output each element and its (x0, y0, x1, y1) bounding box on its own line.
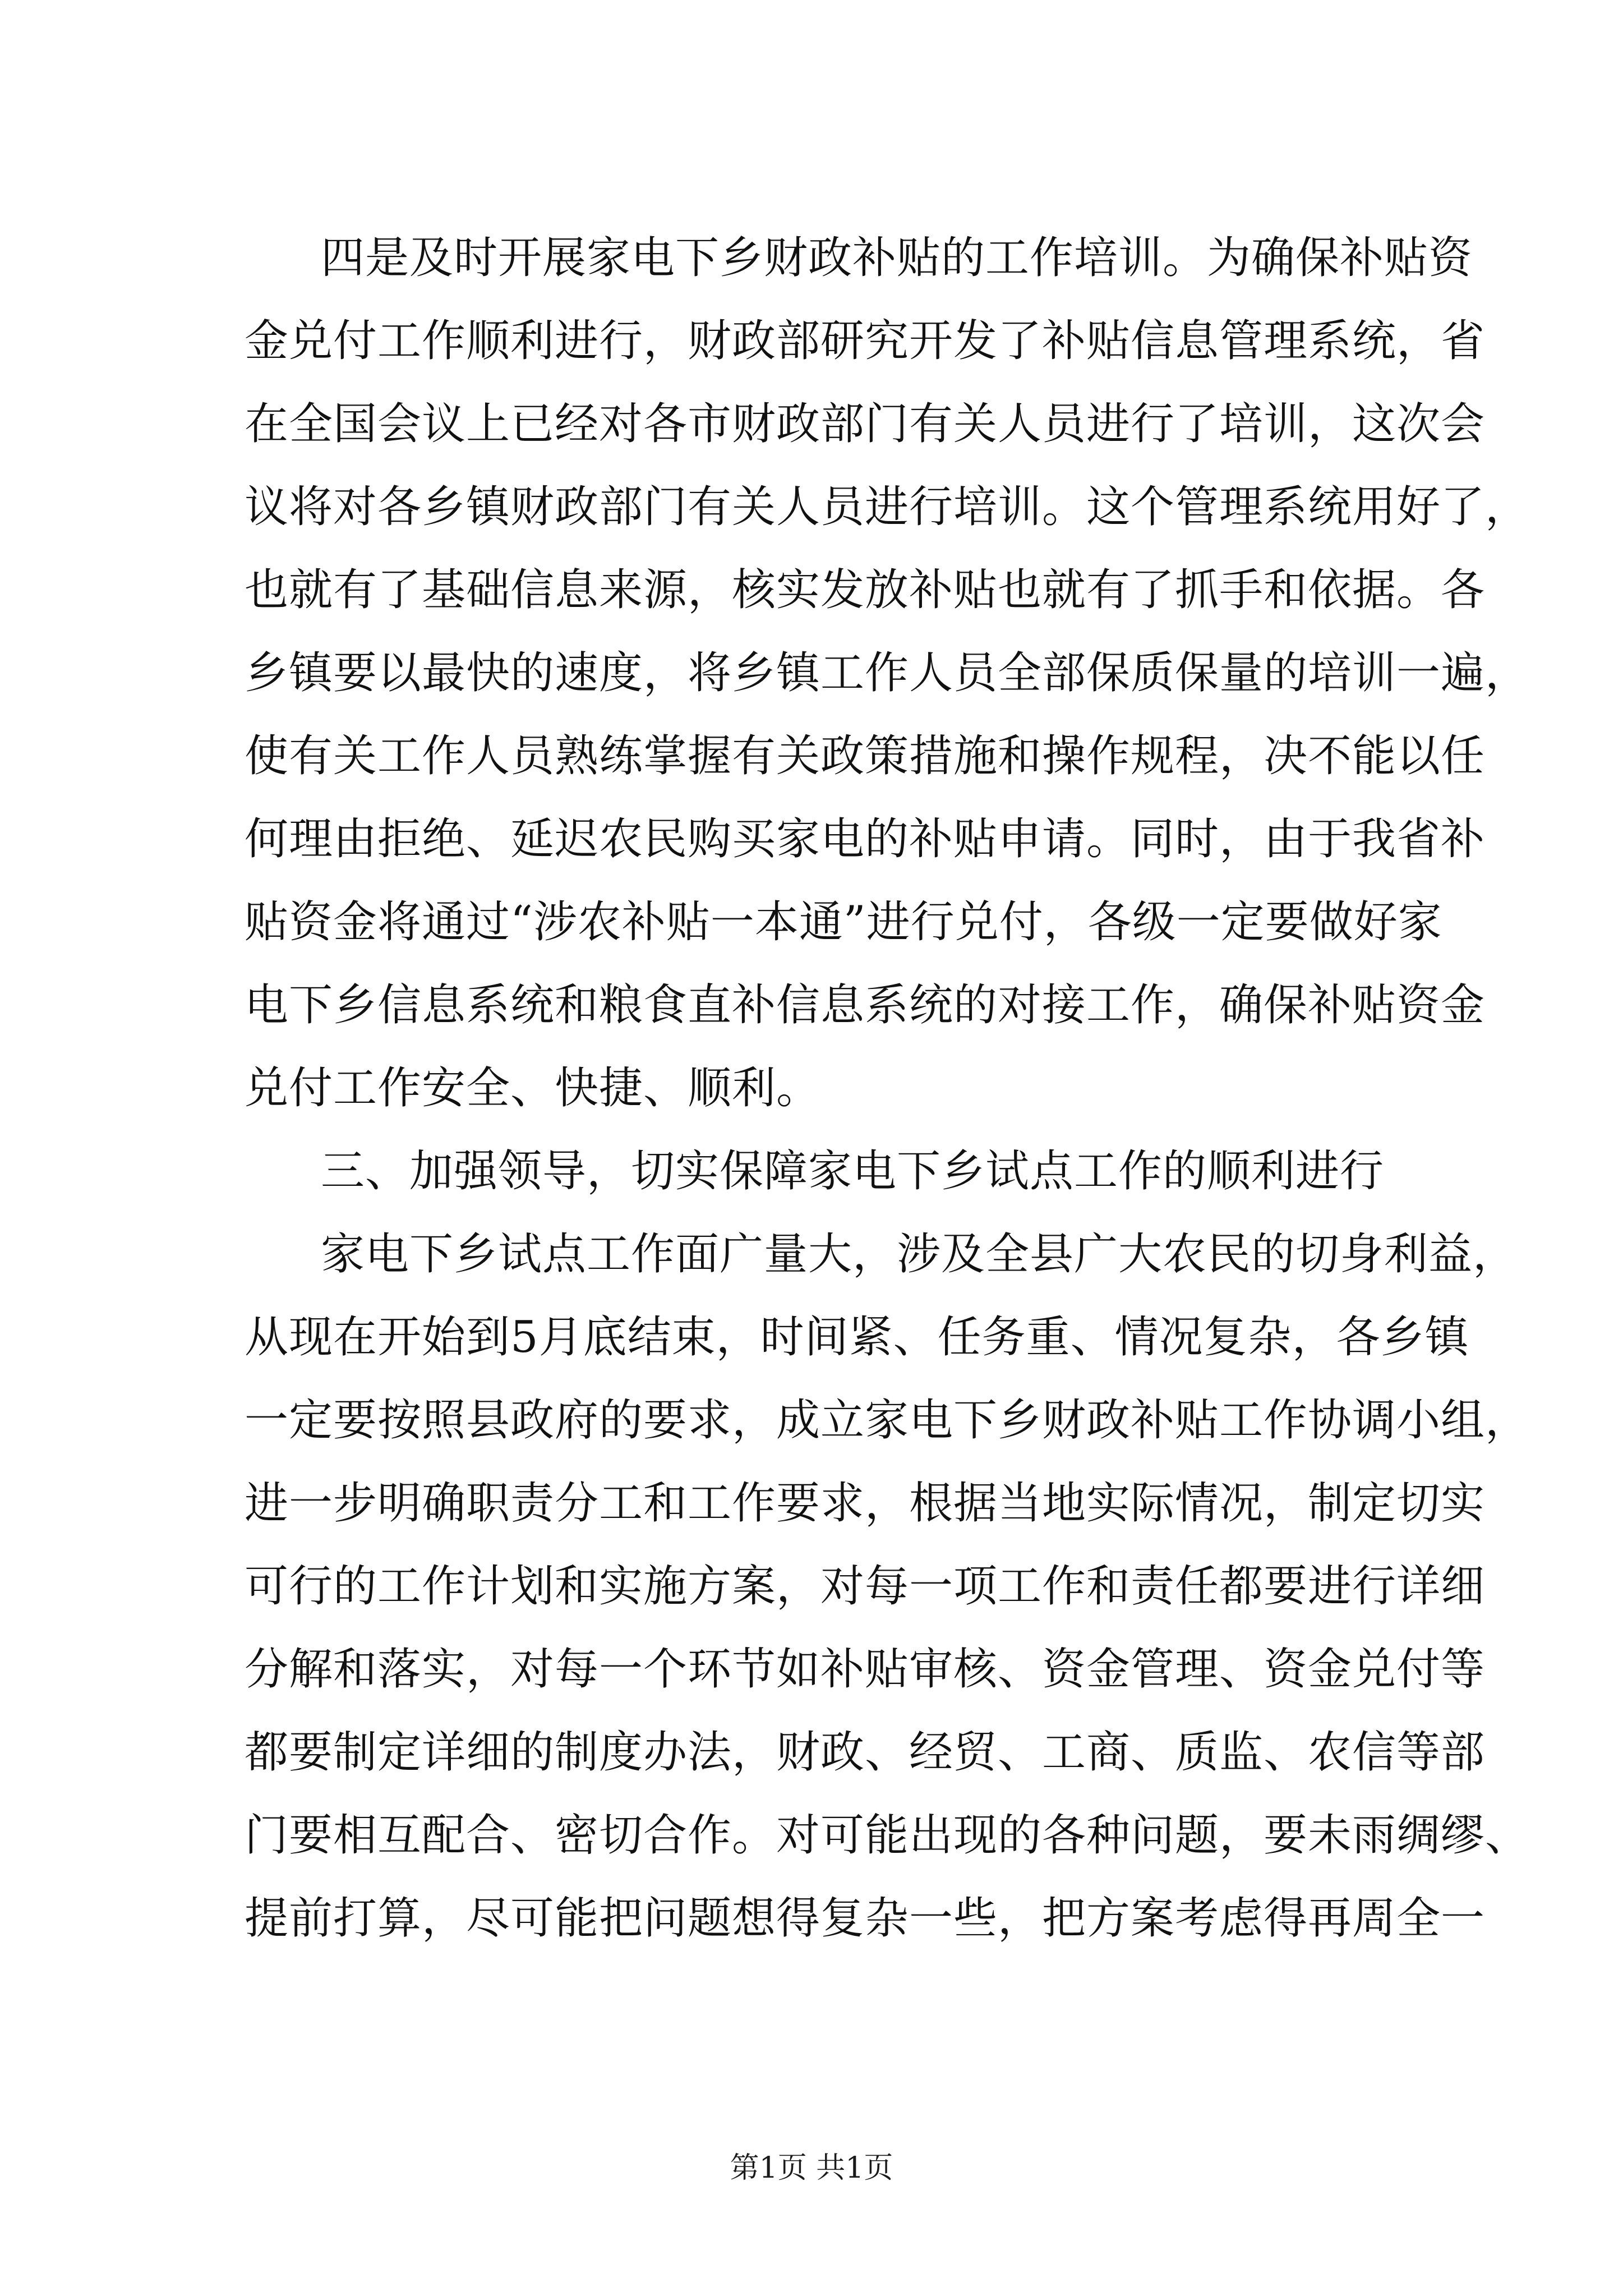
text-line: 分解和落实，对每一个环节如补贴审核、资金管理、资金兑付等 (245, 1644, 1486, 1695)
text-line: 都要制定详细的制度办法，财政、经贸、工商、质监、农信等部 (245, 1727, 1486, 1778)
text-line: 议将对各乡镇财政部门有关人员进行培训。这个管理系统用好了， (245, 482, 1530, 532)
text-line: 何理由拒绝、延迟农民购买家电的补贴申请。同时，由于我省补 (245, 814, 1486, 864)
page-number: 第1页 共1页 (730, 2151, 893, 2185)
text-line: 贴资金将通过“涉农补贴一本通”进行兑付，各级一定要做好家 (245, 897, 1442, 947)
text-line: 四是及时开展家电下乡财政补贴的工作培训。为确保补贴资 (321, 233, 1473, 283)
section-heading: 三、加强领导，切实保障家电下乡试点工作的顺利进行 (321, 1146, 1385, 1197)
text-line: 家电下乡试点工作面广量大，涉及全县广大农民的切身利益， (321, 1229, 1518, 1280)
text-line: 使有关工作人员熟练掌握有关政策措施和操作规程，决不能以任 (245, 731, 1486, 781)
text-line: 在全国会议上已经对各市财政部门有关人员进行了培训，这次会 (245, 399, 1486, 449)
page-footer (0, 2148, 1623, 2188)
text-line: 一定要按照县政府的要求，成立家电下乡财政补贴工作协调小组， (245, 1395, 1530, 1446)
text-line: 电下乡信息系统和粮食直补信息系统的对接工作，确保补贴资金 (245, 980, 1486, 1030)
text-line: 兑付工作安全、快捷、顺利。 (245, 1063, 821, 1114)
text-line: 金兑付工作顺利进行，财政部研究开发了补贴信息管理系统，省 (245, 316, 1486, 366)
text-line: 从现在开始到5月底结束，时间紧、任务重、情况复杂，各乡镇 (245, 1312, 1469, 1363)
text-line: 乡镇要以最快的速度，将乡镇工作人员全部保质保量的培训一遍， (245, 648, 1530, 698)
text-line: 也就有了基础信息来源，核实发放补贴也就有了抓手和依据。各 (245, 565, 1486, 615)
text-line: 可行的工作计划和实施方案，对每一项工作和责任都要进行详细 (245, 1561, 1486, 1612)
text-line: 进一步明确职责分工和工作要求，根据当地实际情况，制定切实 (245, 1478, 1486, 1529)
text-line: 提前打算，尽可能把问题想得复杂一些，把方案考虑得再周全一 (245, 1893, 1486, 1944)
text-line: 门要相互配合、密切合作。对可能出现的各种问题，要未雨绸缪、 (245, 1810, 1530, 1861)
